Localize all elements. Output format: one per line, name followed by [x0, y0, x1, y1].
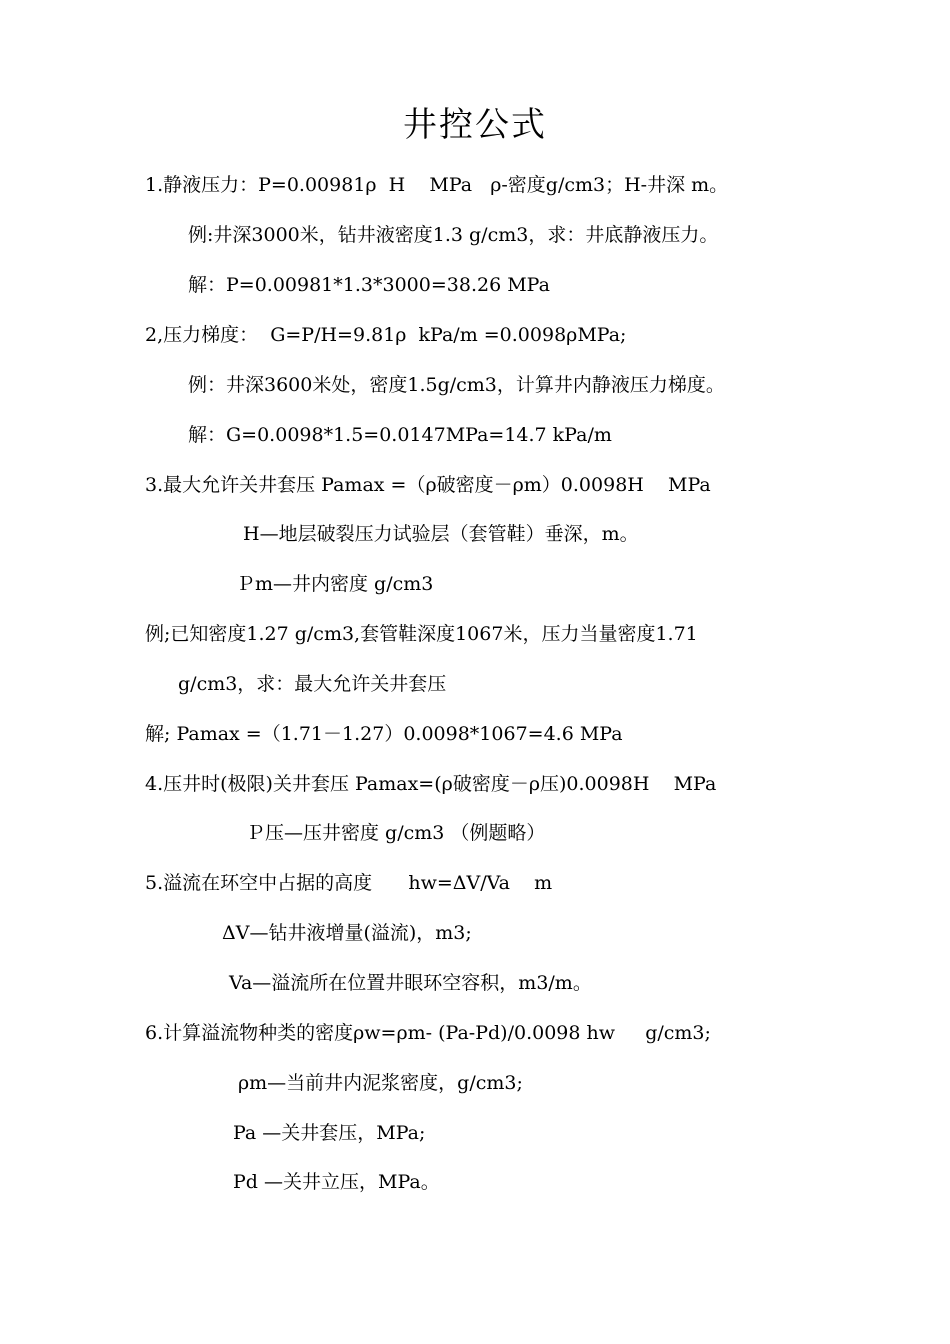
example-3-line-continued: g/cm3，求：最大允许关井套压: [178, 673, 447, 695]
example-2-line: 例：井深3600米处，密度1.5g/cm3，计算井内静液压力梯度。: [188, 374, 725, 396]
formula-3-note-pm: Ｐm—井内密度 g/cm3: [236, 573, 434, 595]
formula-5-line: 5.溢流在环空中占据的高度 hw=ΔV/Va m: [145, 872, 553, 894]
formula-6-note-pd: Pd —关井立压，MPa。: [233, 1171, 440, 1193]
formula-6-note-pa: Pa —关井套压，MPa;: [233, 1122, 426, 1144]
formula-4-note-pya: Ｐ压—压井密度 g/cm3 （例题略）: [246, 822, 546, 844]
formula-4-line: 4.压井时(极限)关井套压 Pamax=(ρ破密度－ρ压)0.0098H MPa: [145, 773, 717, 795]
formula-5-note-va: Va—溢流所在位置井眼环空容积，m3/m。: [229, 972, 592, 994]
example-3-line: 例;已知密度1.27 g/cm3,套管鞋深度1067米，压力当量密度1.71: [145, 623, 698, 645]
formula-3-note-h: H—地层破裂压力试验层（套管鞋）垂深，m。: [243, 523, 639, 545]
formula-6-note-pm: ρm—当前井内泥浆密度，g/cm3;: [238, 1072, 523, 1094]
formula-2-line: 2,压力梯度： G=P/H=9.81ρ kPa/m =0.0098ρMPa;: [145, 324, 627, 346]
solution-1-line: 解：P=0.00981*1.3*3000=38.26 MPa: [188, 274, 550, 296]
page-title: 井控公式: [403, 105, 547, 145]
formula-6-line: 6.计算溢流物种类的密度ρw=ρm- (Pa-Pd)/0.0098 hw g/cm3;: [145, 1022, 711, 1044]
formula-3-line: 3.最大允许关井套压 Pamax =（ρ破密度－ρm）0.0098H MPa: [145, 474, 711, 496]
solution-2-line: 解：G=0.0098*1.5=0.0147MPa=14.7 kPa/m: [188, 424, 612, 446]
solution-3-line: 解; Pamax =（1.71－1.27）0.0098*1067=4.6 MPa: [145, 723, 623, 745]
example-1-line: 例:井深3000米，钻井液密度1.3 g/cm3，求：井底静液压力。: [188, 224, 719, 246]
formula-1-line: 1.静液压力：P=0.00981ρ H MPa ρ-密度g/cm3；H-井深 m。: [145, 174, 729, 196]
formula-5-note-dv: ΔV—钻井液增量(溢流)，m3;: [222, 922, 472, 944]
